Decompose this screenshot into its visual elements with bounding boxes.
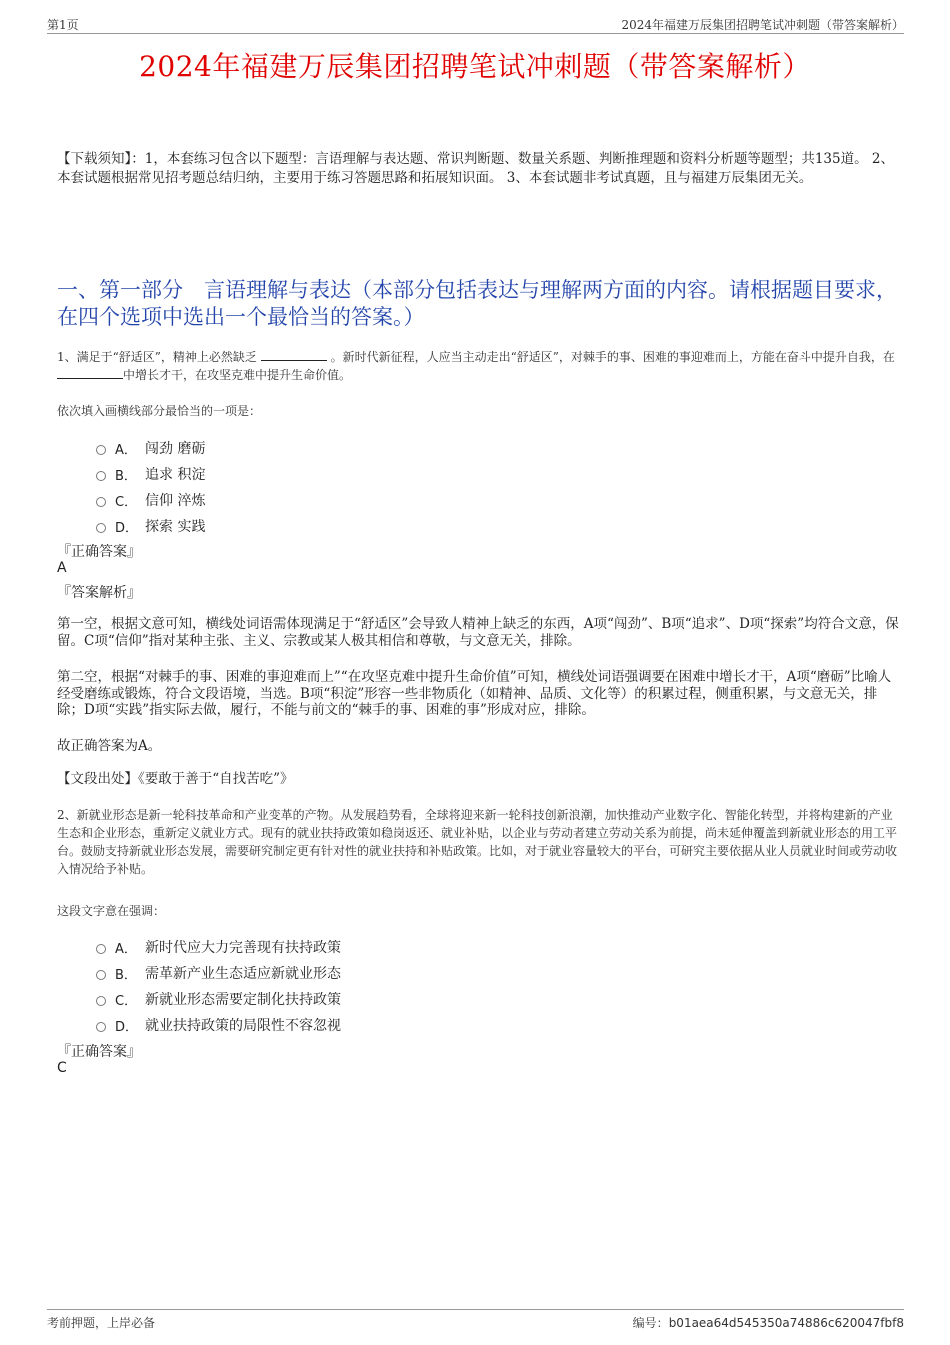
question-1-option-b[interactable]: B． 追求 积淀	[96, 461, 496, 487]
question-1-text	[57, 348, 899, 384]
radio-icon[interactable]	[96, 970, 106, 980]
analysis-paragraph-2: 第二空，根据“对棘手的事、困难的事迎难而上”“在攻坚克难中提升生命价值”可知，横线处词语强调要在困难中增长才干，A项“磨砺”比喻人经受磨练或锻炼，符合文段语境，当选。B项“积淀”形容一些非物质化（如精神、品质、文化等）的积累过程，侧重积累，与文意无关，排除；D项“实践”指实际去做，履行，不能与前文的“棘手的事、困难的事”形成对应，排除。	[57, 669, 892, 718]
question-2-option-c[interactable]: C． 新就业形态需要定制化扶持政策	[96, 986, 496, 1012]
question-1-answer-label: 『正确答案』	[57, 544, 141, 560]
page-header	[47, 14, 904, 34]
question-2-prompt: 这段文字意在强调：	[57, 904, 166, 918]
question-1-text-part3: 中增长才干，在攻坚克难中提升生命价值。	[123, 368, 352, 382]
radio-icon[interactable]	[96, 996, 106, 1006]
page-footer	[47, 1309, 904, 1331]
option-text: 追求 积淀	[145, 467, 206, 483]
analysis-conclusion: 故正确答案为A。	[57, 738, 162, 754]
fill-blank-1	[261, 349, 327, 361]
question-2-answer: C	[57, 1060, 67, 1076]
question-1-options	[96, 435, 496, 539]
question-1-prompt: 依次填入画横线部分最恰当的一项是：	[57, 404, 262, 418]
radio-icon[interactable]	[96, 1022, 106, 1032]
question-1-analysis-label: 『答案解析』	[57, 585, 141, 601]
footer-slogan: 考前押题，上岸必备	[47, 1316, 156, 1330]
question-2-text: 2、新就业形态是新一轮科技革命和产业变革的产物。从发展趋势看，全球将迎来新一轮科技创新浪潮，加快推动产业数字化、智能化转型，并将构建新的产业生态和企业形态，重新定义就业方式。现有的就业扶持政策如稳岗返还、就业补贴，以企业与劳动者建立劳动关系为前提，尚未延伸覆盖到新就业形态的用工平台。鼓励支持新就业形态发展，需要研究制定更有针对性的就业扶持和补贴政策。比如，对于就业容量较大的平台，可研究主要依据从业人员就业时间或劳动收入情况给予补贴。	[57, 808, 898, 876]
question-1-option-d[interactable]: D． 探索 实践	[96, 513, 496, 539]
radio-icon[interactable]	[96, 471, 106, 481]
option-text: 就业扶持政策的局限性不容忽视	[145, 1018, 341, 1034]
question-1-answer: A	[57, 560, 67, 576]
radio-icon[interactable]	[96, 445, 106, 455]
option-text: 信仰 淬炼	[145, 493, 206, 509]
footer-code: 编号：b01aea64d545350a74886c620047fbf8	[632, 1316, 904, 1330]
document-title: 2024年福建万辰集团招聘笔试冲刺题（带答案解析）	[139, 50, 811, 83]
radio-icon[interactable]	[96, 944, 106, 954]
question-2-option-d[interactable]: D． 就业扶持政策的局限性不容忽视	[96, 1012, 496, 1038]
question-2-answer-label: 『正确答案』	[57, 1044, 141, 1060]
radio-icon[interactable]	[96, 523, 106, 533]
option-text: 探索 实践	[145, 519, 206, 535]
option-text: 闯劲 磨砺	[145, 441, 206, 457]
analysis-paragraph-1: 第一空，根据文意可知，横线处词语需体现满足于“舒适区”会导致人精神上缺乏的东西，A项“闯劲”、B项“追求”、D项“探索”均符合文意，保留。C项“信仰”指对某种主张、主义、宗教或某人极其相信和尊敬，与文意无关，排除。	[57, 616, 899, 649]
radio-icon[interactable]	[96, 497, 106, 507]
option-text: 新时代应大力完善现有扶持政策	[145, 940, 341, 956]
fill-blank-2	[57, 367, 123, 379]
section-heading: 一、第一部分 言语理解与表达（本部分包括表达与理解两方面的内容。请根据题目要求，在四个选项中选出一个最恰当的答案。）	[57, 278, 897, 329]
option-text: 新就业形态需要定制化扶持政策	[145, 992, 341, 1008]
question-2-option-b[interactable]: B． 需革新产业生态适应新就业形态	[96, 960, 496, 986]
header-doc-title: 2024年福建万辰集团招聘笔试冲刺题（带答案解析）	[621, 18, 904, 32]
question-2-option-a[interactable]: A． 新时代应大力完善现有扶持政策	[96, 934, 496, 960]
question-2-options	[96, 934, 496, 1038]
option-text: 需革新产业生态适应新就业形态	[145, 966, 341, 982]
question-1-option-a[interactable]: A． 闯劲 磨砺	[96, 435, 496, 461]
analysis-source: 【文段出处】《要敢于善于“自找苦吃”》	[57, 771, 294, 787]
question-1-option-c[interactable]: C． 信仰 淬炼	[96, 487, 496, 513]
question-1-text-part1: 1、满足于“舒适区”，精神上必然缺乏	[57, 350, 257, 364]
page-number: 第1页	[47, 18, 79, 32]
document-code: b01aea64d545350a74886c620047fbf8	[668, 1316, 904, 1330]
download-notice: 【下载须知】：1，本套练习包含以下题型：言语理解与表达题、常识判断题、数量关系题、判断推理题和资料分析题等题型；共135道。 2、本套试题根据常见招考题总结归纳，主要用于练习答题思路和拓展知识面。 3、本套试题非考试真题，且与福建万辰集团无关。	[57, 151, 894, 186]
question-1-text-part2: 。新时代新征程，人应当主动走出“舒适区”，对棘手的事、困难的事迎难而上，方能在奋斗中提升自我，在	[330, 350, 895, 364]
